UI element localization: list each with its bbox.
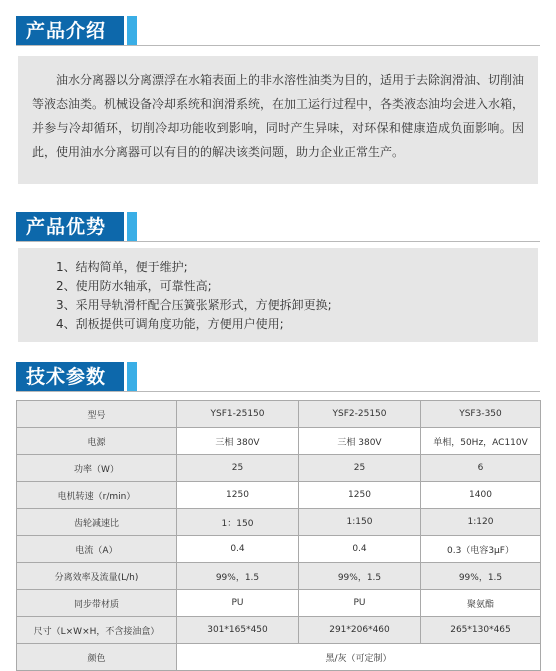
list-item: 4、刮板提供可调角度功能，方便用户使用;: [56, 317, 284, 331]
row-label: 分离效率及流量(L/h): [17, 563, 177, 590]
list-item: 1、结构简单，便于维护;: [56, 260, 188, 274]
table-cell: 99%，1.5: [421, 563, 541, 590]
table-cell: 0.4: [299, 536, 421, 563]
row-label: 同步带材质: [17, 590, 177, 617]
table-cell: 三相 380V: [177, 428, 299, 455]
table-cell: 6: [421, 455, 541, 482]
table-row: [17, 617, 541, 644]
table-cell: YSF1-25150: [177, 401, 299, 428]
row-label: 电源: [17, 428, 177, 455]
table-cell: YSF2-25150: [299, 401, 421, 428]
intro-panel: [18, 56, 538, 184]
table-cell: 1：150: [177, 509, 299, 536]
spec-table: [16, 400, 541, 671]
advantages-panel: [18, 248, 538, 342]
table-cell-merged: 黑/灰（可定制）: [177, 644, 541, 671]
table-row: [17, 428, 541, 455]
table-row: [17, 401, 541, 428]
table-row: [17, 455, 541, 482]
section-header-specs: [16, 362, 137, 392]
table-row: [17, 590, 541, 617]
table-row: [17, 536, 541, 563]
header-accent-tab: [127, 16, 137, 46]
table-cell: 301*165*450: [177, 617, 299, 644]
table-cell: 25: [177, 455, 299, 482]
row-label: 尺寸（L×W×H，不含接油盒）: [17, 617, 177, 644]
list-item: 3、采用导轨滑杆配合压簧张紧形式，方便拆卸更换;: [56, 298, 332, 312]
header-accent-tab: [127, 212, 137, 242]
row-label: 颜色: [17, 644, 177, 671]
intro-paragraph: 油水分离器以分离漂浮在水箱表面上的非水溶性油类为目的，适用于去除润滑油、切削油等液态油类。机械设备冷却系统和润滑系统，在加工运行过程中，各类液态油均会进入水箱，并参与冷却循环，切削冷却功能收到影响，同时产生异味，对环保和健康造成负面影响。因此，使用油水分离器可以有目的的解决该类问题，助力企业正常生产。: [32, 73, 525, 159]
table-cell: YSF3-350: [421, 401, 541, 428]
table-cell: 0.3（电容3μF）: [421, 536, 541, 563]
table-cell: 1250: [299, 482, 421, 509]
table-row: [17, 644, 541, 671]
table-cell: 291*206*460: [299, 617, 421, 644]
section-rule: [16, 45, 540, 46]
row-label: 型号: [17, 401, 177, 428]
section-title-advantages: 产品优势: [16, 212, 124, 242]
table-cell: 三相 380V: [299, 428, 421, 455]
table-cell: 1:150: [299, 509, 421, 536]
section-rule: [16, 391, 540, 392]
section-title-intro: 产品介绍: [16, 16, 124, 46]
advantages-list: [18, 248, 538, 334]
row-label: 功率（W）: [17, 455, 177, 482]
table-cell: PU: [177, 590, 299, 617]
row-label: 电流（A）: [17, 536, 177, 563]
header-accent-tab: [127, 362, 137, 392]
table-cell: 99%，1.5: [299, 563, 421, 590]
row-label: 电机转速（r/min）: [17, 482, 177, 509]
table-cell: 99%，1.5: [177, 563, 299, 590]
table-cell: 265*130*465: [421, 617, 541, 644]
table-cell: PU: [299, 590, 421, 617]
table-row: [17, 563, 541, 590]
table-cell: 1250: [177, 482, 299, 509]
row-label: 齿轮减速比: [17, 509, 177, 536]
table-cell: 单相，50Hz，AC110V: [421, 428, 541, 455]
table-cell: 1400: [421, 482, 541, 509]
section-header-intro: [16, 16, 137, 46]
section-rule: [16, 241, 540, 242]
table-cell: 0.4: [177, 536, 299, 563]
table-cell: 25: [299, 455, 421, 482]
section-title-specs: 技术参数: [16, 362, 124, 392]
list-item: 2、使用防水轴承，可靠性高;: [56, 279, 212, 293]
table-row: [17, 482, 541, 509]
table-cell: 聚氨酯: [421, 590, 541, 617]
table-cell: 1:120: [421, 509, 541, 536]
section-header-advantages: [16, 212, 137, 242]
table-row: [17, 509, 541, 536]
